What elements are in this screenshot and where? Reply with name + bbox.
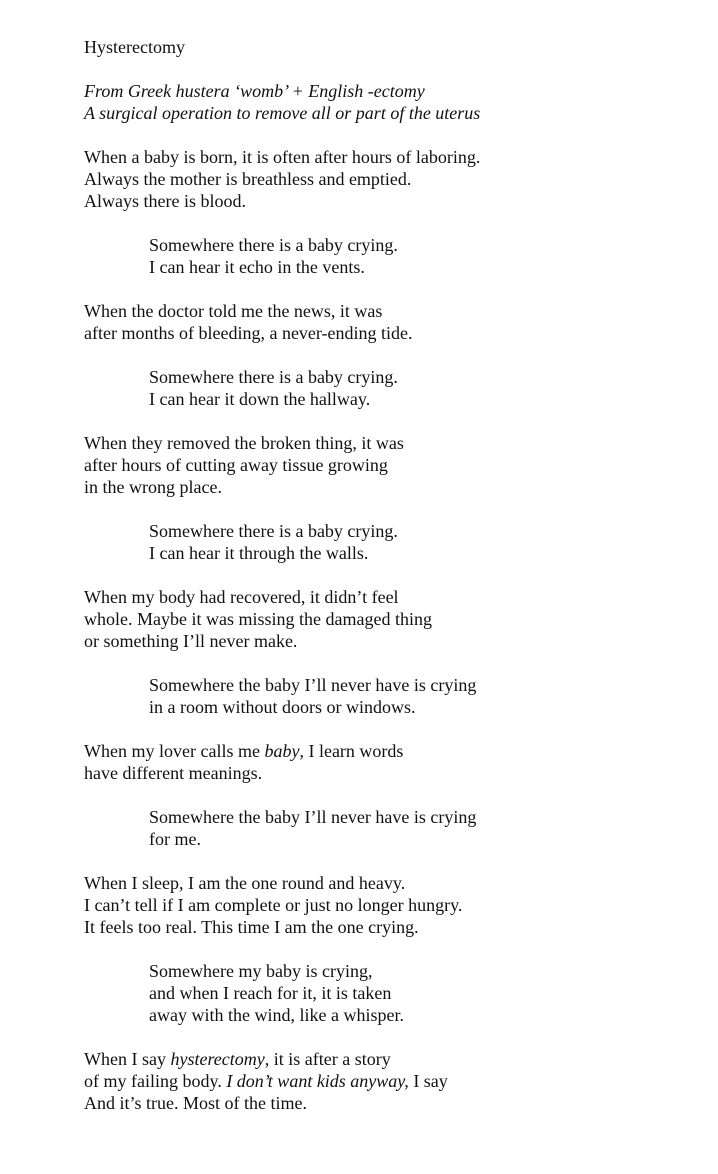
line-text: When I say	[84, 1049, 171, 1069]
stanza-7	[84, 1048, 704, 1114]
poem-line: or something I’ll never make.	[84, 631, 298, 651]
italic-emphasis: baby	[264, 741, 300, 761]
poem-line: When the doctor told me the news, it was	[84, 301, 383, 321]
definition-line: A surgical operation to remove all or part of the uterus	[84, 103, 481, 123]
stanza-4	[84, 586, 704, 652]
poem-line: It feels too real. This time I am the one crying.	[84, 917, 419, 937]
poem-line: Always the mother is breathless and emptied.	[84, 169, 412, 189]
poem-line	[84, 1048, 704, 1070]
poem-line	[84, 740, 704, 762]
refrain-line: Somewhere the baby I’ll never have is crying	[149, 807, 477, 827]
refrain-2	[84, 366, 704, 410]
refrain-line: Somewhere there is a baby crying.	[149, 235, 398, 255]
refrain-line: in a room without doors or windows.	[149, 697, 416, 717]
refrain-line: Somewhere my baby is crying,	[149, 961, 373, 981]
definition-block	[84, 80, 704, 124]
italic-emphasis: hysterectomy	[170, 1049, 265, 1069]
poem-line: in the wrong place.	[84, 477, 222, 497]
line-text: When my lover calls me	[84, 741, 265, 761]
refrain-line: for me.	[149, 829, 201, 849]
poem-line: When they removed the broken thing, it was	[84, 433, 404, 453]
refrain-1	[84, 234, 704, 278]
poem-line: And it’s true. Most of the time.	[84, 1093, 307, 1113]
refrain-3	[84, 520, 704, 564]
poem-line: Always there is blood.	[84, 191, 246, 211]
refrain-5	[84, 806, 704, 850]
poem-line: When a baby is born, it is often after hours of laboring.	[84, 147, 481, 167]
poem-title: Hysterectomy	[84, 37, 185, 57]
poem-line: after hours of cutting away tissue growing	[84, 455, 388, 475]
line-text: , I learn words	[299, 741, 404, 761]
stanza-6	[84, 872, 704, 938]
poem-line: have different meanings.	[84, 763, 263, 783]
poem-line: after months of bleeding, a never-ending tide.	[84, 323, 413, 343]
poem-line: When I sleep, I am the one round and heavy.	[84, 873, 406, 893]
refrain-4	[84, 674, 704, 718]
poem-line: When my body had recovered, it didn’t feel	[84, 587, 399, 607]
refrain-line: away with the wind, like a whisper.	[149, 1005, 404, 1025]
refrain-line: I can hear it through the walls.	[149, 543, 369, 563]
refrain-line: I can hear it echo in the vents.	[149, 257, 365, 277]
refrain-line: Somewhere there is a baby crying.	[149, 367, 398, 387]
stanza-3	[84, 432, 704, 498]
refrain-line: and when I reach for it, it is taken	[149, 983, 392, 1003]
line-text: I say	[408, 1071, 448, 1091]
line-text: of my failing body.	[84, 1071, 227, 1091]
line-text: , it is after a story	[264, 1049, 391, 1069]
poem-line	[84, 1070, 704, 1092]
refrain-line: Somewhere there is a baby crying.	[149, 521, 398, 541]
poem-document	[84, 36, 704, 1136]
refrain-line: I can hear it down the hallway.	[149, 389, 371, 409]
refrain-line: Somewhere the baby I’ll never have is crying	[149, 675, 477, 695]
stanza-5	[84, 740, 704, 784]
italic-emphasis: I don’t want kids anyway,	[226, 1071, 409, 1091]
etymology-line: From Greek hustera ‘womb’ + English -ectomy	[84, 81, 425, 101]
poem-line: I can’t tell if I am complete or just no longer hungry.	[84, 895, 463, 915]
stanza-1	[84, 146, 704, 212]
refrain-6	[84, 960, 704, 1026]
poem-line: whole. Maybe it was missing the damaged thing	[84, 609, 432, 629]
stanza-2	[84, 300, 704, 344]
